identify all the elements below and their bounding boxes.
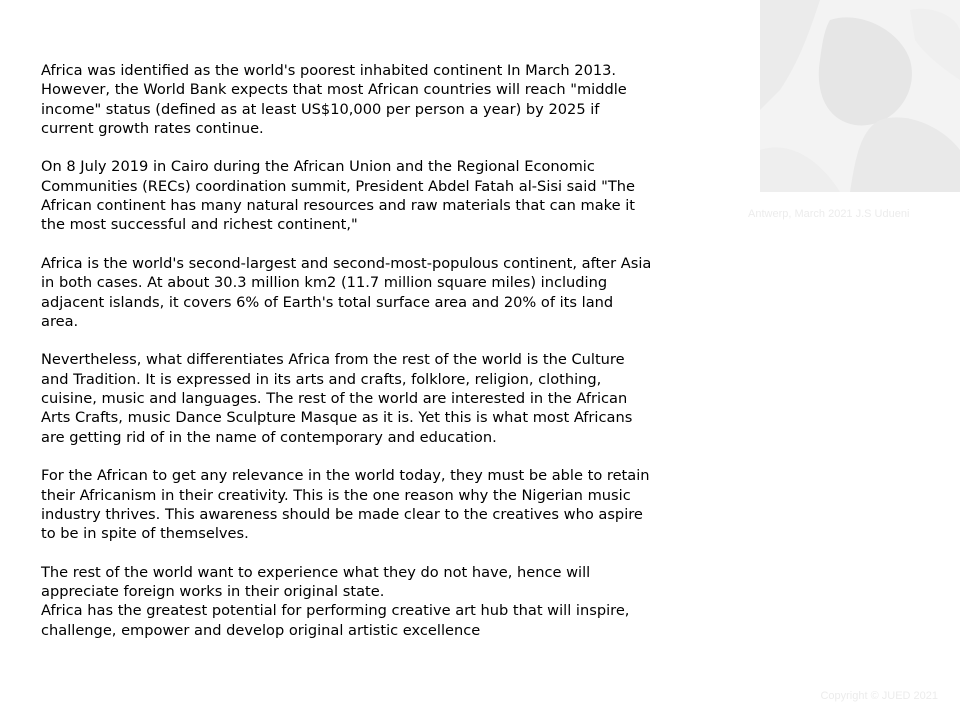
paragraph-creative-hub: Africa has the greatest potential for performing creative art hub that will inspire, challenge, empower and develop original artistic excellence [41,602,630,639]
paragraph-continent-size: Africa is the world's second-largest and second-most-populous continent, after Asia in both cases. At about 30.3 million km2 (11.7 million square miles) including adjacent islands, it covers 6% of Earth's total surface area and 20% of its land area. [41,254,652,330]
paragraph-africanism: For the African to get any relevance in the world today, they must be able to retain their Africanism in their creativity. This is the one reason why the Nigerian music industry thrives. This awareness should be made clear to the creatives who aspire to be in spite of themselves. [41,467,650,543]
photo-image [760,0,960,192]
body-text [41,61,731,659]
faded-photo [760,0,960,192]
paragraph-cairo-summit: On 8 July 2019 in Cairo during the African Union and the Regional Economic Communities (RECs) coordination summit, President Abdel Fatah al-Sisi said "The African continent has many natural resources and raw materials that can make it the most successful and richest continent," [41,158,636,234]
paragraph-rest-of-world: The rest of the world want to experience what they do not have, hence will appreciate foreign works in their original state. [41,563,591,601]
paragraph-africa-poorest: Africa was identified as the world's poorest inhabited continent In March 2013. However, the World Bank expects that most African countries will reach "middle income" status (defined as at least US$10,000 per person a year) by 2025 if current growth rates continue. [41,62,627,137]
paragraph-culture-tradition: Nevertheless, what differentiates Africa from the rest of the world is the Culture and Tradition. It is expressed in its arts and crafts, folklore, religion, clothing, cuisine, music and languages. The rest of the world are interested in the African Arts Crafts, music Dance Sculpture Masque as it is. Yet this is what most Africans are getting rid of in the name of contemporary and education. [41,351,633,446]
photo-caption: Antwerp, March 2021 J.S Udueni [748,208,910,220]
copyright-notice: Copyright © JUED 2021 [820,690,938,702]
